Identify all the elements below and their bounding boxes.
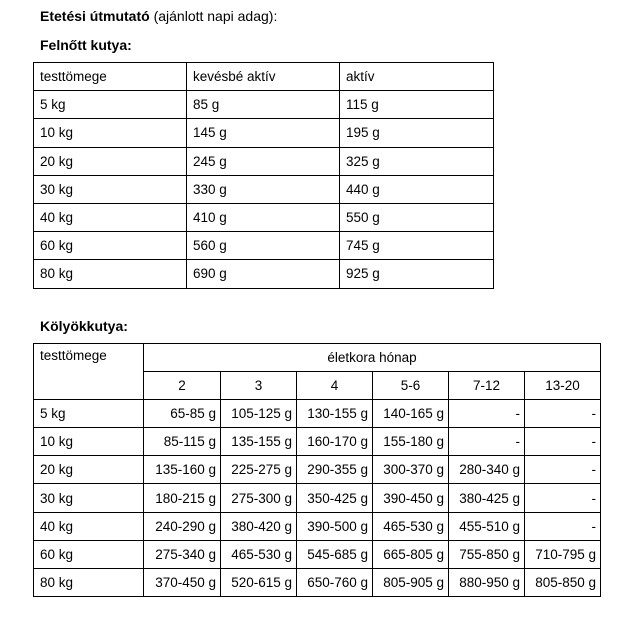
table-cell: 195 g [340,119,494,147]
table-row [34,147,494,175]
table-cell: 690 g [187,260,340,288]
table-row [34,540,601,568]
table-cell: 160-170 g [297,428,373,456]
table-cell: 60 kg [34,540,144,568]
puppy-header-row-1 [34,344,601,372]
table-cell: 520-615 g [221,568,297,596]
table-cell: 20 kg [34,456,144,484]
page-title [40,8,277,24]
puppy-age-column: 5-6 [373,372,449,400]
table-cell: - [449,400,525,428]
table-cell: 545-685 g [297,540,373,568]
table-cell: 665-805 g [373,540,449,568]
table-cell: 225-275 g [221,456,297,484]
table-cell: 40 kg [34,512,144,540]
puppy-weight-header: testtömege [34,344,144,400]
puppy-age-column: 3 [221,372,297,400]
table-cell: 805-850 g [525,568,601,596]
table-cell: 390-500 g [297,512,373,540]
table-row [34,484,601,512]
table-row [34,175,494,203]
puppy-age-header: életkora hónap [144,344,601,372]
table-row [34,91,494,119]
table-cell: 560 g [187,232,340,260]
table-cell: 325 g [340,147,494,175]
table-cell: 380-425 g [449,484,525,512]
adult-column-header: testtömege [34,63,187,91]
adult-column-header: aktív [340,63,494,91]
table-cell: 145 g [187,119,340,147]
table-row [34,203,494,231]
table-cell: 550 g [340,203,494,231]
table-cell: - [525,484,601,512]
table-cell: 650-760 g [297,568,373,596]
table-cell: 65-85 g [144,400,221,428]
table-cell: - [449,428,525,456]
table-cell: 180-215 g [144,484,221,512]
table-cell: 115 g [340,91,494,119]
table-cell: 880-950 g [449,568,525,596]
table-cell: 155-180 g [373,428,449,456]
table-row [34,428,601,456]
table-cell: 85-115 g [144,428,221,456]
table-cell: 135-160 g [144,456,221,484]
table-cell: 10 kg [34,428,144,456]
table-cell: 330 g [187,175,340,203]
table-cell: 465-530 g [221,540,297,568]
adult-column-header: kevésbé aktív [187,63,340,91]
table-cell: 370-450 g [144,568,221,596]
table-cell: 80 kg [34,568,144,596]
table-cell: 85 g [187,91,340,119]
table-row [34,512,601,540]
table-cell: 290-355 g [297,456,373,484]
table-cell: 275-300 g [221,484,297,512]
table-cell: 80 kg [34,260,187,288]
table-cell: 245 g [187,147,340,175]
table-cell: 140-165 g [373,400,449,428]
table-cell: - [525,456,601,484]
puppy-age-column: 2 [144,372,221,400]
table-cell: 280-340 g [449,456,525,484]
adult-heading-text: Felnőtt kutya: [40,37,132,53]
table-cell: 805-905 g [373,568,449,596]
table-cell: - [525,400,601,428]
table-cell: 5 kg [34,91,187,119]
table-cell: 40 kg [34,203,187,231]
puppy-age-column: 13-20 [525,372,601,400]
adult-heading [40,37,132,53]
table-cell: - [525,512,601,540]
table-cell: 60 kg [34,232,187,260]
table-cell: 710-795 g [525,540,601,568]
adult-header-row [34,63,494,91]
table-cell: 440 g [340,175,494,203]
table-row [34,119,494,147]
table-cell: 745 g [340,232,494,260]
table-cell: - [525,428,601,456]
table-cell: 925 g [340,260,494,288]
puppy-age-column: 7-12 [449,372,525,400]
table-row [34,456,601,484]
table-cell: 10 kg [34,119,187,147]
title-bold: Etetési útmutató [40,8,150,24]
puppy-age-column: 4 [297,372,373,400]
table-cell: 390-450 g [373,484,449,512]
table-cell: 5 kg [34,400,144,428]
table-cell: 30 kg [34,484,144,512]
table-row [34,400,601,428]
table-cell: 380-420 g [221,512,297,540]
puppy-feeding-table [33,343,601,597]
table-cell: 30 kg [34,175,187,203]
table-cell: 105-125 g [221,400,297,428]
table-cell: 20 kg [34,147,187,175]
table-cell: 300-370 g [373,456,449,484]
table-cell: 465-530 g [373,512,449,540]
puppy-heading-text: Kölyökkutya: [40,318,128,334]
puppy-heading [40,318,128,334]
table-row [34,232,494,260]
table-cell: 755-850 g [449,540,525,568]
table-cell: 130-155 g [297,400,373,428]
table-cell: 410 g [187,203,340,231]
table-cell: 455-510 g [449,512,525,540]
table-cell: 275-340 g [144,540,221,568]
table-cell: 240-290 g [144,512,221,540]
table-cell: 135-155 g [221,428,297,456]
adult-feeding-table [33,62,494,289]
title-rest: (ajánlott napi adag): [149,8,278,24]
table-row [34,568,601,596]
table-row [34,260,494,288]
table-cell: 350-425 g [297,484,373,512]
